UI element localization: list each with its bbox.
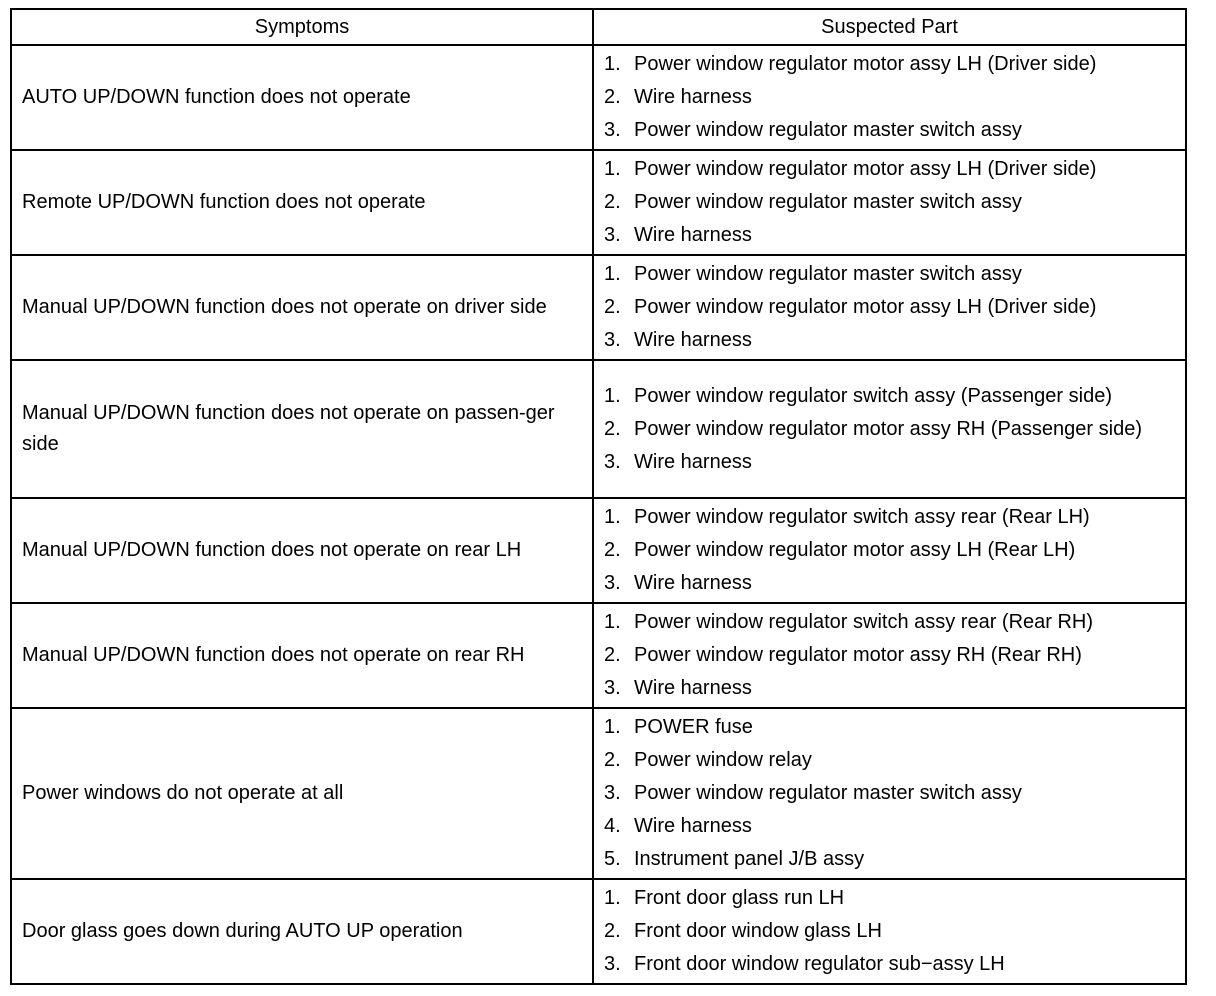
list-item <box>594 639 1185 672</box>
part-number: 2. <box>604 86 621 108</box>
part-number: 2. <box>604 539 621 561</box>
part-name: Wire harness <box>634 224 752 246</box>
list-item <box>594 380 1185 413</box>
list-item <box>594 186 1185 219</box>
list-item <box>594 882 1185 915</box>
part-number: 2. <box>604 644 621 666</box>
part-number: 3. <box>604 450 621 473</box>
part-number: 1. <box>604 263 621 285</box>
suspected-part-cell <box>593 498 1186 603</box>
list-item <box>594 948 1185 981</box>
part-number: 1. <box>604 611 621 633</box>
part-number: 3. <box>604 953 621 975</box>
part-number: 1. <box>604 53 621 75</box>
table-row <box>11 255 1186 360</box>
list-item <box>594 114 1185 147</box>
part-number: 1. <box>604 158 621 180</box>
suspected-part-cell <box>593 150 1186 255</box>
table-header-row <box>11 9 1186 45</box>
part-number: 3. <box>604 677 621 699</box>
table-row <box>11 708 1186 879</box>
suspected-part-list <box>594 882 1185 981</box>
suspected-part-cell <box>593 603 1186 708</box>
part-name: Power window relay <box>634 749 812 771</box>
part-name: Power window regulator master switch assy <box>634 782 1022 804</box>
part-number: 3. <box>604 329 621 351</box>
part-name: Front door window regulator sub−assy LH <box>634 953 1005 975</box>
list-item <box>594 413 1185 446</box>
table-row <box>11 603 1186 708</box>
suspected-part-list <box>594 48 1185 147</box>
list-item <box>594 324 1185 357</box>
symptom-text: Manual UP/DOWN function does not operate on rear LH <box>22 539 522 561</box>
part-name: Power window regulator motor assy LH (Driver side) <box>634 296 1097 318</box>
suspected-part-cell <box>593 879 1186 984</box>
part-name: Power window regulator switch assy (Passenger side) <box>634 384 1112 407</box>
part-name: Wire harness <box>634 450 752 473</box>
list-item <box>594 915 1185 948</box>
part-name: Front door glass run LH <box>634 887 845 909</box>
symptom-cell <box>11 603 593 708</box>
part-name: Front door window glass LH <box>634 920 882 942</box>
symptom-text: Remote UP/DOWN function does not operate <box>22 191 426 213</box>
table-body <box>11 45 1186 984</box>
list-item <box>594 291 1185 324</box>
part-name: Power window regulator motor assy RH (Rear RH) <box>634 644 1082 666</box>
suspected-part-cell <box>593 255 1186 360</box>
part-number: 2. <box>604 296 621 318</box>
list-item <box>594 672 1185 705</box>
part-number: 3. <box>604 119 621 141</box>
part-name: Power window regulator master switch assy <box>634 263 1022 285</box>
part-number: 1. <box>604 384 621 407</box>
symptom-cell <box>11 45 593 150</box>
symptom-cell <box>11 708 593 879</box>
part-number: 2. <box>604 191 621 213</box>
part-number: 2. <box>604 749 621 771</box>
part-name: Wire harness <box>634 815 752 837</box>
part-name: Power window regulator motor assy LH (Rear LH) <box>634 539 1076 561</box>
list-item <box>594 534 1185 567</box>
part-name: Wire harness <box>634 329 752 351</box>
part-name: Wire harness <box>634 572 752 594</box>
list-item <box>594 567 1185 600</box>
part-number: 3. <box>604 782 621 804</box>
part-number: 1. <box>604 506 621 528</box>
symptom-cell <box>11 255 593 360</box>
list-item <box>594 711 1185 744</box>
symptom-text: Door glass goes down during AUTO UP operation <box>22 920 463 942</box>
list-item <box>594 48 1185 81</box>
part-name: POWER fuse <box>634 716 753 738</box>
part-number: 5. <box>604 848 621 870</box>
table-row <box>11 498 1186 603</box>
troubleshooting-table <box>10 8 1187 985</box>
symptom-text: Manual UP/DOWN function does not operate on rear RH <box>22 644 525 666</box>
table-row <box>11 150 1186 255</box>
part-name: Wire harness <box>634 86 752 108</box>
suspected-part-list <box>594 153 1185 252</box>
list-item <box>594 153 1185 186</box>
list-item <box>594 777 1185 810</box>
table-row <box>11 360 1186 498</box>
part-name: Power window regulator switch assy rear (Rear RH) <box>634 611 1094 633</box>
list-item <box>594 81 1185 114</box>
suspected-part-list <box>594 380 1185 479</box>
part-number: 4. <box>604 815 621 837</box>
part-number: 2. <box>604 417 621 440</box>
symptom-cell <box>11 498 593 603</box>
suspected-part-list <box>594 711 1185 876</box>
suspected-part-list <box>594 501 1185 600</box>
part-number: 3. <box>604 224 621 246</box>
list-item <box>594 219 1185 252</box>
part-name: Power window regulator master switch assy <box>634 191 1022 213</box>
symptom-cell <box>11 150 593 255</box>
list-item <box>594 606 1185 639</box>
part-name: Instrument panel J/B assy <box>634 848 865 870</box>
symptom-text: AUTO UP/DOWN function does not operate <box>22 86 411 108</box>
list-item <box>594 810 1185 843</box>
part-name: Power window regulator switch assy rear (Rear LH) <box>634 506 1090 528</box>
symptom-cell <box>11 360 593 498</box>
symptom-text: Power windows do not operate at all <box>22 782 344 804</box>
symptom-cell <box>11 879 593 984</box>
part-number: 1. <box>604 887 621 909</box>
part-name: Wire harness <box>634 677 752 699</box>
suspected-part-cell <box>593 708 1186 879</box>
list-item <box>594 843 1185 876</box>
part-name: Power window regulator master switch assy <box>634 119 1022 141</box>
part-name: Power window regulator motor assy RH (Passenger side) <box>634 417 1142 440</box>
symptoms-column-header: Symptoms <box>11 9 593 45</box>
list-item <box>594 446 1185 479</box>
symptom-text: Manual UP/DOWN function does not operate on driver side <box>22 296 547 318</box>
part-number: 2. <box>604 920 621 942</box>
suspected-part-cell <box>593 360 1186 498</box>
suspected-part-list <box>594 258 1185 357</box>
list-item <box>594 501 1185 534</box>
part-name: Power window regulator motor assy LH (Driver side) <box>634 158 1097 180</box>
part-number: 3. <box>604 572 621 594</box>
symptom-text: Manual UP/DOWN function does not operate on passen-ger side <box>22 402 555 455</box>
suspected-part-cell <box>593 45 1186 150</box>
part-name: Power window regulator motor assy LH (Driver side) <box>634 53 1097 75</box>
part-number: 1. <box>604 716 621 738</box>
table-row <box>11 879 1186 984</box>
suspected-part-list <box>594 606 1185 705</box>
list-item <box>594 258 1185 291</box>
list-item <box>594 744 1185 777</box>
table-row <box>11 45 1186 150</box>
suspected-part-column-header: Suspected Part <box>593 9 1186 45</box>
